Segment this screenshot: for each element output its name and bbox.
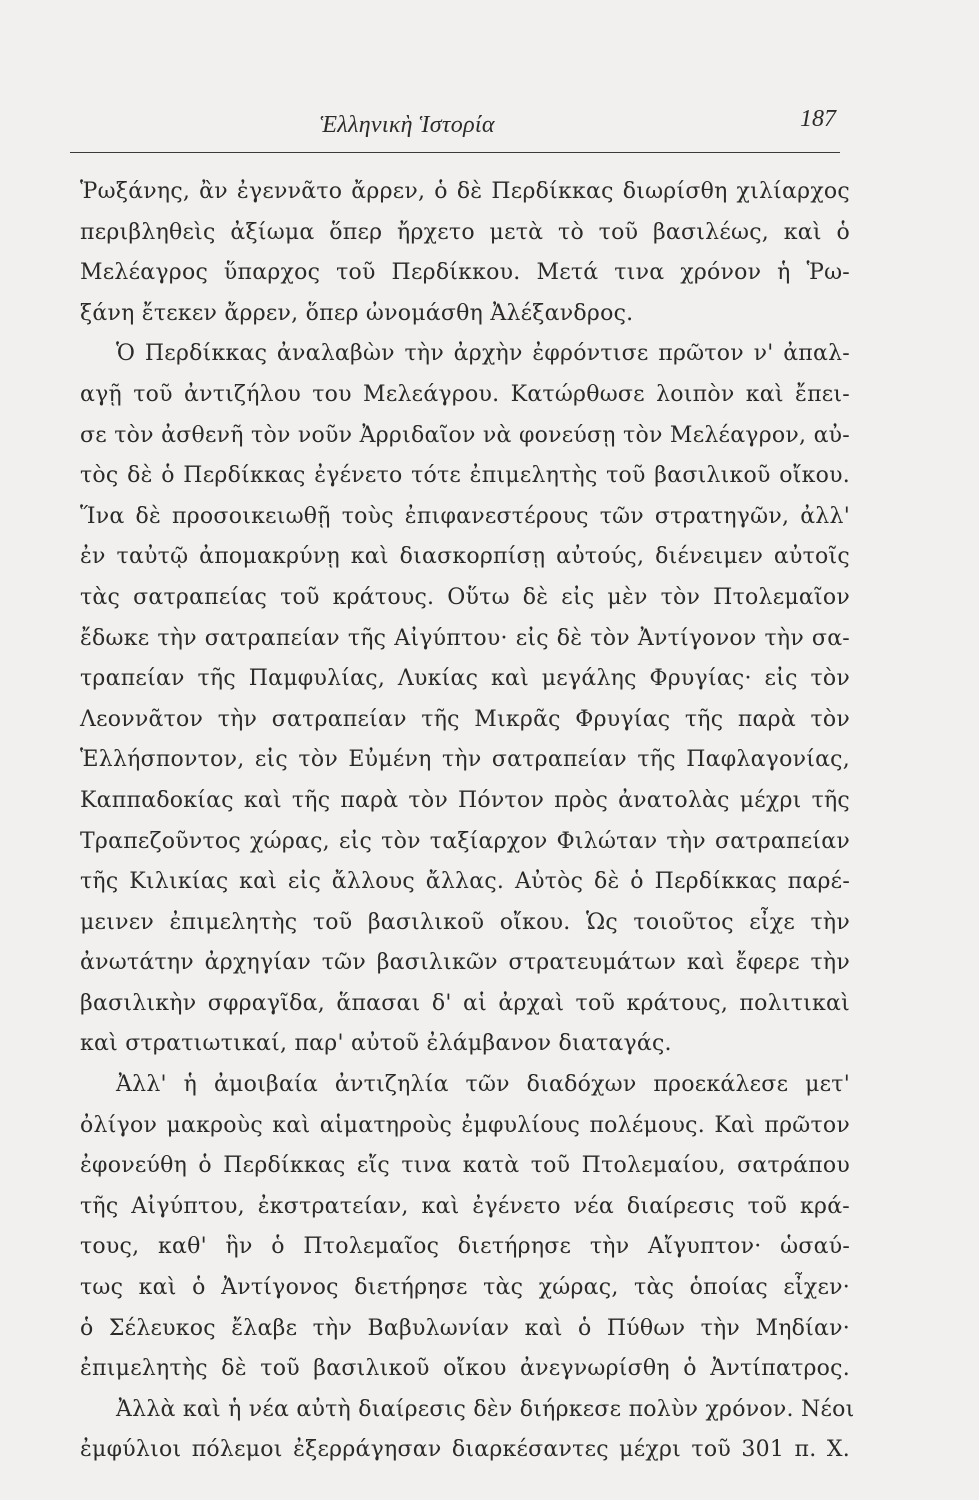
text-line: Λεοννᾶτον τὴν σατραπείαν τῆς Μικρᾶς Φρυγίας τῆς παρὰ τὸν — [80, 706, 850, 732]
text-line: περιβληθεὶς ἀξίωμα ὅπερ ἤρχετο μετὰ τὸ τοῦ βασιλέως, καὶ ὁ — [80, 219, 850, 245]
text-line: αγῇ τοῦ ἀντιζήλου του Μελεάγρου. Κατώρθωσε λοιπὸν καὶ ἔπει- — [80, 381, 850, 407]
text-line: ἐν ταὐτῷ ἀπομακρύνῃ καὶ διασκορπίσῃ αὐτούς, διένειμεν αὐτοῖς — [80, 544, 850, 570]
text-line: ἐμφύλιοι πόλεμοι ἐξερράγησαν διαρκέσαντες μέχρι τοῦ 301 π. Χ. — [80, 1437, 850, 1463]
text-line: Ῥωξάνης, ἂν ἐγεννᾶτο ἄρρεν, ὁ δὲ Περδίκκας διωρίσθη χιλίαρχος — [80, 179, 850, 204]
text-line: τως καὶ ὁ Ἀντίγονος διετήρησε τὰς χώρας, τὰς ὁποίας εἶχεν· — [80, 1275, 850, 1301]
text-line: τῆς Αἰγύπτου, ἐκστρατείαν, καὶ ἐγένετο νέα διαίρεσις τοῦ κρά- — [80, 1193, 850, 1219]
text-line: Μελέαγρος ὕπαρχος τοῦ Περδίκκου. Μετά τινα χρόνον ἡ Ῥω- — [80, 260, 850, 286]
text-line: Ἵνα δὲ προσοικειωθῇ τοὺς ἐπιφανεστέρους τῶν στρατηγῶν, ἀλλ' — [80, 503, 850, 529]
text-line: βασιλικὴν σφραγῖδα, ἅπασαι δ' αἱ ἀρχαὶ τοῦ κράτους, πολιτικαὶ — [80, 990, 850, 1016]
body-text — [80, 172, 855, 1471]
text-line: ὀλίγον μακροὺς καὶ αἱματηροὺς ἐμφυλίους πολέμους. Καὶ πρῶτον — [80, 1112, 850, 1138]
text-line: Ἑλλήσποντον, εἰς τὸν Εὐμένη τὴν σατραπείαν τῆς Παφλαγονίας, — [80, 747, 850, 773]
text-line: ἐφονεύθη ὁ Περδίκκας εἴς τινα κατὰ τοῦ Πτολεμαίου, σατράπου — [80, 1153, 850, 1179]
text-line: τὰς σατραπείας τοῦ κράτους. Οὕτω δὲ εἰς μὲν τὸν Πτολεμαῖον — [80, 584, 850, 610]
text-line: Ἀλλὰ καὶ ἡ νέα αὐτὴ διαίρεσις δὲν διήρκεσε πολὺν χρόνον. Νέοι — [116, 1396, 855, 1422]
text-line: ἐπιμελητὴς δὲ τοῦ βασιλικοῦ οἴκου ἀνεγνωρίσθη ὁ Ἀντίπατρος. — [80, 1356, 850, 1382]
text-line: τῆς Κιλικίας καὶ εἰς ἄλλους ἄλλας. Αὐτὸς δὲ ὁ Περδίκκας παρέ- — [80, 869, 850, 895]
text-line: μεινεν ἐπιμελητὴς τοῦ βασιλικοῦ οἴκου. Ὡς τοιοῦτος εἶχε τὴν — [80, 909, 850, 935]
text-line: Ὁ Περδίκκας ἀναλαβὼν τὴν ἀρχὴν ἐφρόντισε πρῶτον ν' ἀπαλ- — [116, 341, 850, 367]
text-line: τραπείαν τῆς Παμφυλίας, Λυκίας καὶ μεγάλης Φρυγίας· εἰς τὸν — [80, 666, 850, 692]
text-line: καὶ στρατιωτικαί, παρ' αὐτοῦ ἐλάμβανον διαταγάς. — [80, 1031, 672, 1057]
page-number: 187 — [800, 106, 836, 132]
running-title: Ἑλληνικὴ Ἱστορία — [320, 112, 495, 138]
text-line: Ἀλλ' ἡ ἀμοιβαία ἀντιζηλία τῶν διαδόχων προεκάλεσε μετ' — [116, 1072, 850, 1098]
text-line: ἔδωκε τὴν σατραπείαν τῆς Αἰγύπτου· εἰς δὲ τὸν Ἀντίγονον τὴν σα- — [80, 625, 850, 651]
text-line: ξάνη ἔτεκεν ἄρρεν, ὅπερ ὠνομάσθη Ἀλέξανδρος. — [80, 300, 634, 326]
header-rule — [70, 152, 840, 153]
text-line: τους, καθ' ἣν ὁ Πτολεμαῖος διετήρησε τὴν Αἴγυπτον· ὡσαύ- — [80, 1234, 850, 1260]
text-line: τὸς δὲ ὁ Περδίκκας ἐγένετο τότε ἐπιμελητὴς τοῦ βασιλικοῦ οἴκου. — [80, 463, 850, 489]
text-line: σε τὸν ἀσθενῆ τὸν νοῦν Ἀρριδαῖον νὰ φονεύσῃ τὸν Μελέαγρον, αὐ- — [80, 422, 850, 448]
text-line: ἀνωτάτην ἀρχηγίαν τῶν βασιλικῶν στρατευμάτων καὶ ἔφερε τὴν — [80, 950, 850, 976]
text-line: Τραπεζοῦντος χώρας, εἰς τὸν ταξίαρχον Φιλώταν τὴν σατραπείαν — [80, 828, 850, 854]
running-head — [70, 100, 840, 150]
text-line: Καππαδοκίας καὶ τῆς παρὰ τὸν Πόντον πρὸς ἀνατολὰς μέχρι τῆς — [80, 787, 850, 813]
text-line: ὁ Σέλευκος ἔλαβε τὴν Βαβυλωνίαν καὶ ὁ Πύθων τὴν Μηδίαν· — [80, 1315, 850, 1341]
